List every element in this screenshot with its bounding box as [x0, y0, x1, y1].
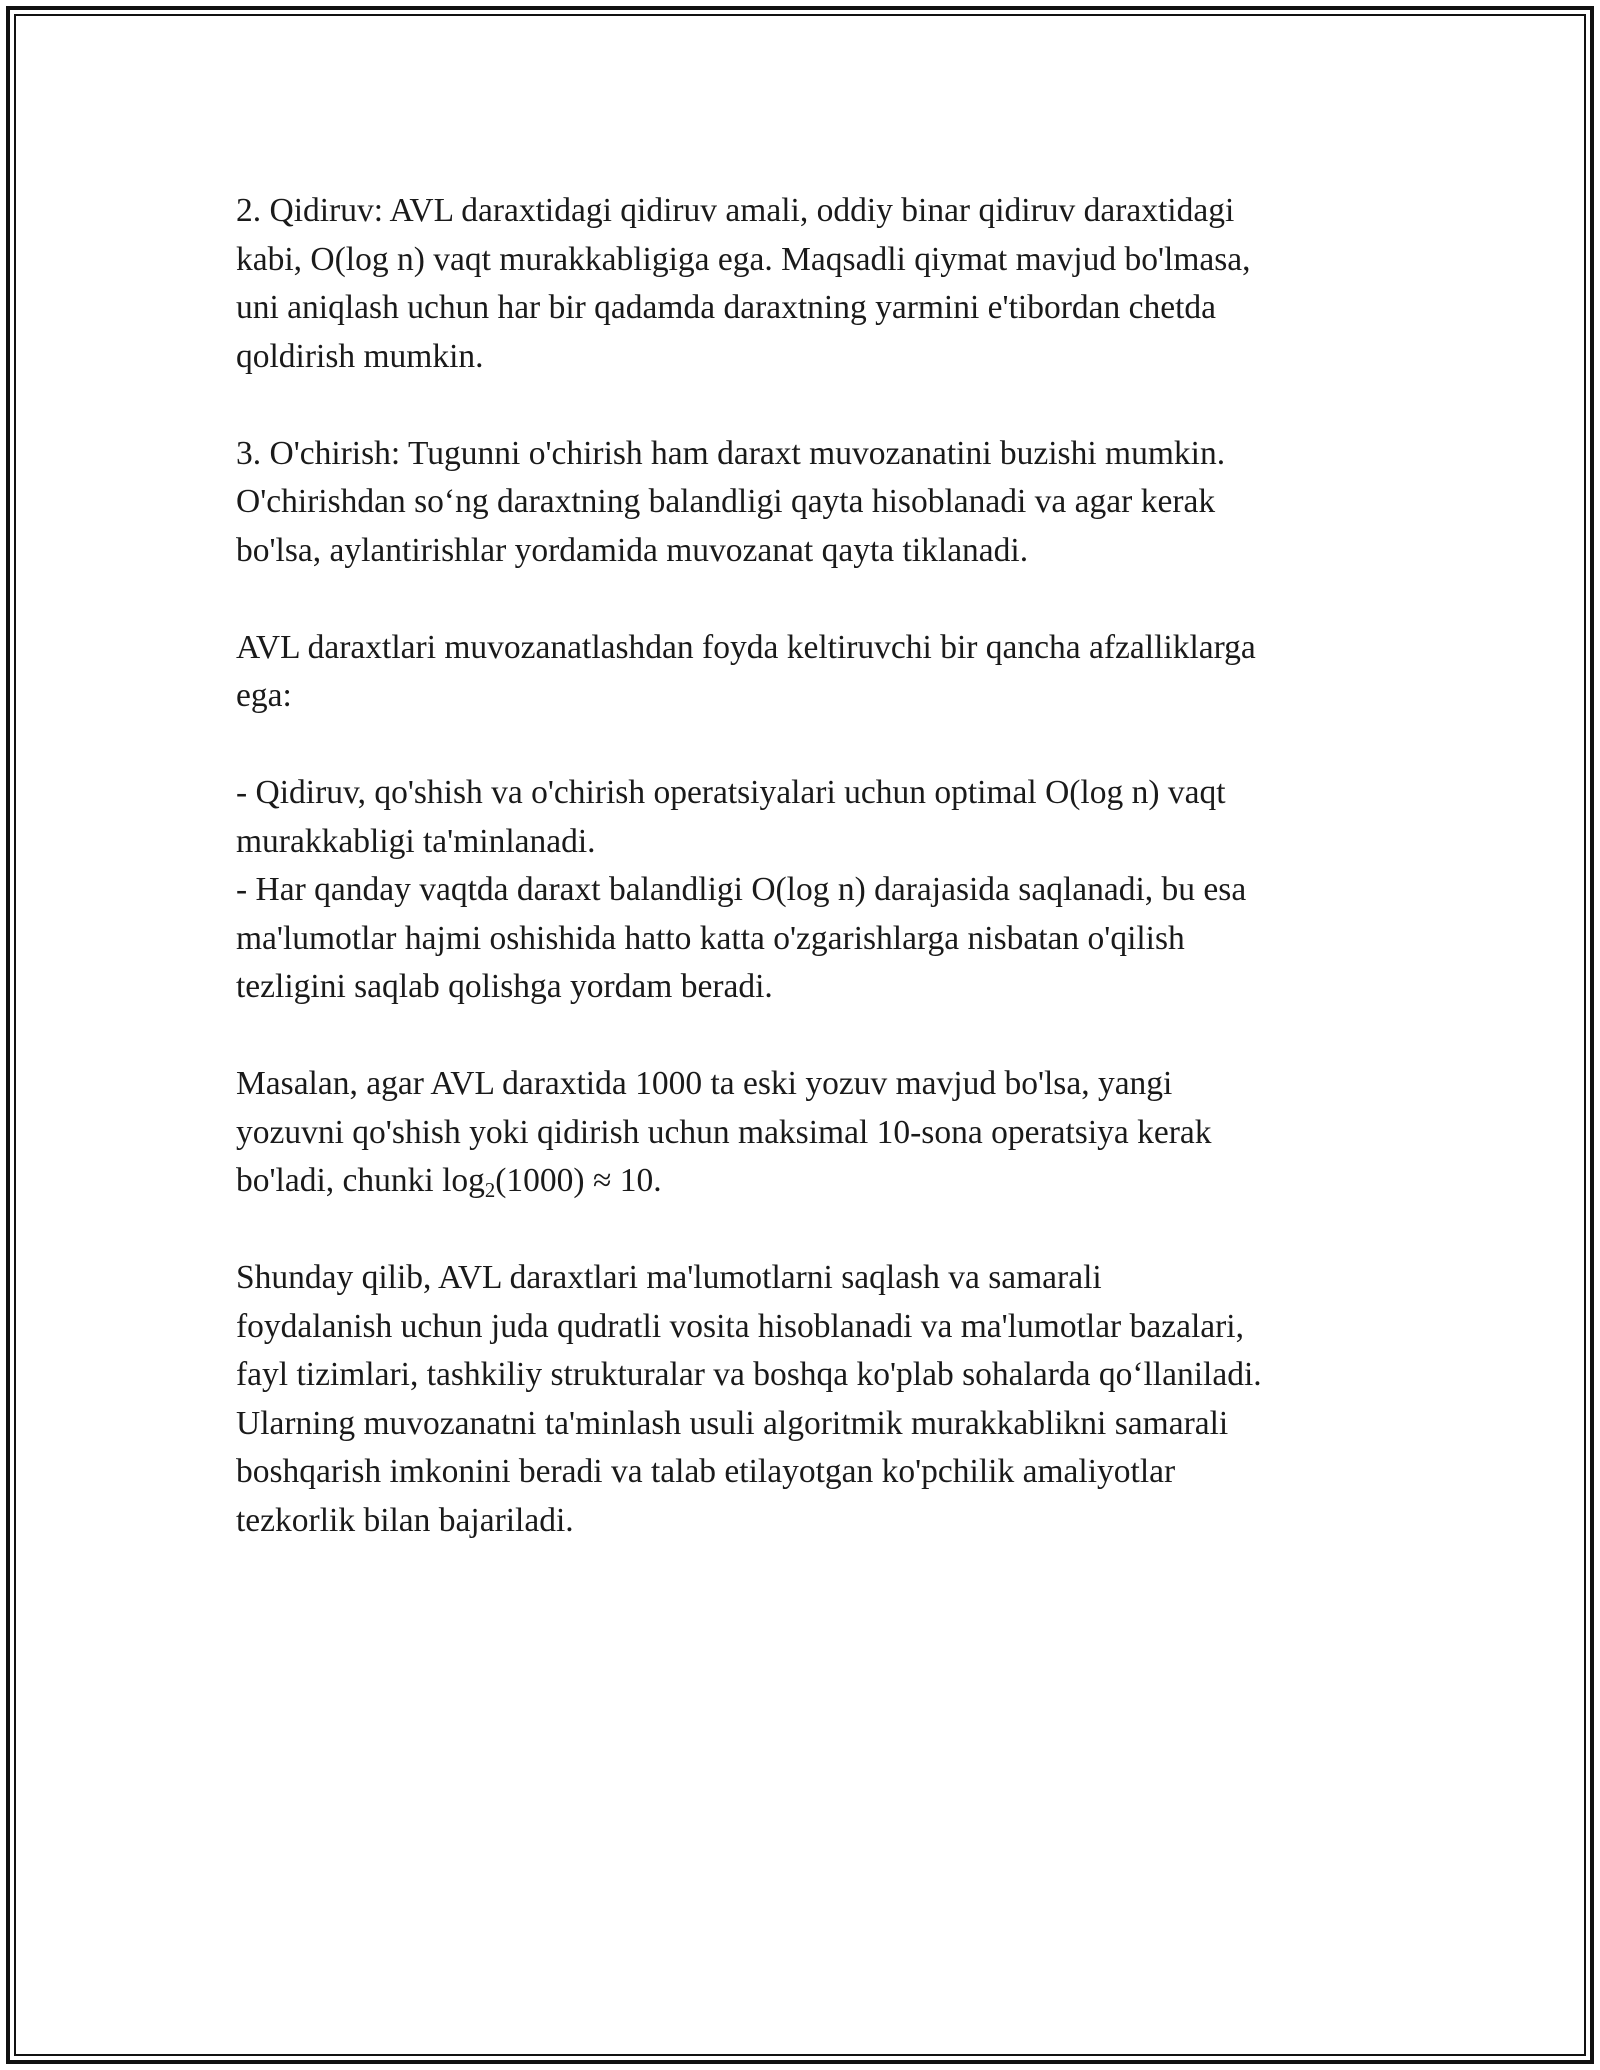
text-line: yozuvni qo'shish yoki qidirish uchun maksimal 10-sona operatsiya kerak [236, 1113, 1212, 1151]
text-line: tezkorlik bilan bajariladi. [236, 1501, 574, 1539]
text-line: Ularning muvozanatni ta'minlash usuli algoritmik murakkablikni samarali [236, 1404, 1229, 1442]
paragraph-conclusion [236, 1254, 1366, 1545]
text-line: - Har qanday vaqtda daraxt balandligi O(log n) darajasida saqlanadi, bu esa [236, 871, 1247, 908]
list-item-optimal-complexity [236, 769, 1366, 866]
formula-suffix: (1000) ≈ 10. [495, 1162, 662, 1199]
text-line: boshqarish imkonini beradi va talab etilayotgan ko'pchilik amaliyotlar [236, 1453, 1176, 1490]
text-line: bo'lsa, aylantirishlar yordamida muvozanat qayta tiklanadi. [236, 531, 1029, 569]
text-line: fayl tizimlari, tashkiliy strukturalar va boshqa ko'plab sohalarda qo‘llaniladi. [236, 1356, 1262, 1393]
text-line: murakkabligi ta'minlanadi. [236, 822, 596, 860]
text-line: ma'lumotlar hajmi oshishida hatto katta o'zgarishlarga nisbatan o'qilish [236, 919, 1185, 957]
log-base-subscript: 2 [484, 1179, 496, 1203]
text-line: O'chirishdan so‘ng daraxtning balandligi qayta hisoblanadi va agar kerak [236, 483, 1216, 520]
text-line: Masalan, agar AVL daraxtida 1000 ta eski yozuv mavjud bo'lsa, yangi [236, 1065, 1173, 1102]
text-line: 3. O'chirish: Tugunni o'chirish ham daraxt muvozanatini buzishi mumkin. [236, 434, 1226, 472]
document-body [236, 187, 1366, 1594]
paragraph-deletion [236, 430, 1366, 576]
text-line: AVL daraxtlari muvozanatlashdan foyda keltiruvchi bir qancha afzalliklarga [236, 628, 1256, 666]
text-line: ega: [236, 677, 292, 714]
paragraph-search [236, 187, 1366, 381]
text-line: qoldirish mumkin. [236, 337, 484, 375]
list-item-height-preserved [236, 866, 1366, 1012]
text-line: tezligini saqlab qolishga yordam beradi. [236, 968, 773, 1005]
text-line: - Qidiruv, qo'shish va o'chirish operatsiyalari uchun optimal O(log n) vaqt [236, 774, 1226, 811]
text-line: uni aniqlash uchun har bir qadamda daraxtning yarmini e'tibordan chetda [236, 289, 1217, 326]
paragraph-advantages-intro [236, 624, 1366, 721]
text-line: kabi, O(log n) vaqt murakkabligiga ega. Maqsadli qiymat mavjud bo'lmasa, [236, 240, 1251, 278]
text-line: foydalanish uchun juda qudratli vosita hisoblanadi va ma'lumotlar bazalari, [236, 1307, 1244, 1345]
text-line: 2. Qidiruv: AVL daraxtidagi qidiruv amali, oddiy binar qidiruv daraxtidagi [236, 192, 1235, 229]
paragraph-example [236, 1060, 1366, 1206]
formula-prefix: bo'ladi, chunki log [236, 1162, 485, 1199]
text-line-formula [236, 1157, 1366, 1206]
text-line: Shunday qilib, AVL daraxtlari ma'lumotlarni saqlash va samarali [236, 1259, 1102, 1296]
